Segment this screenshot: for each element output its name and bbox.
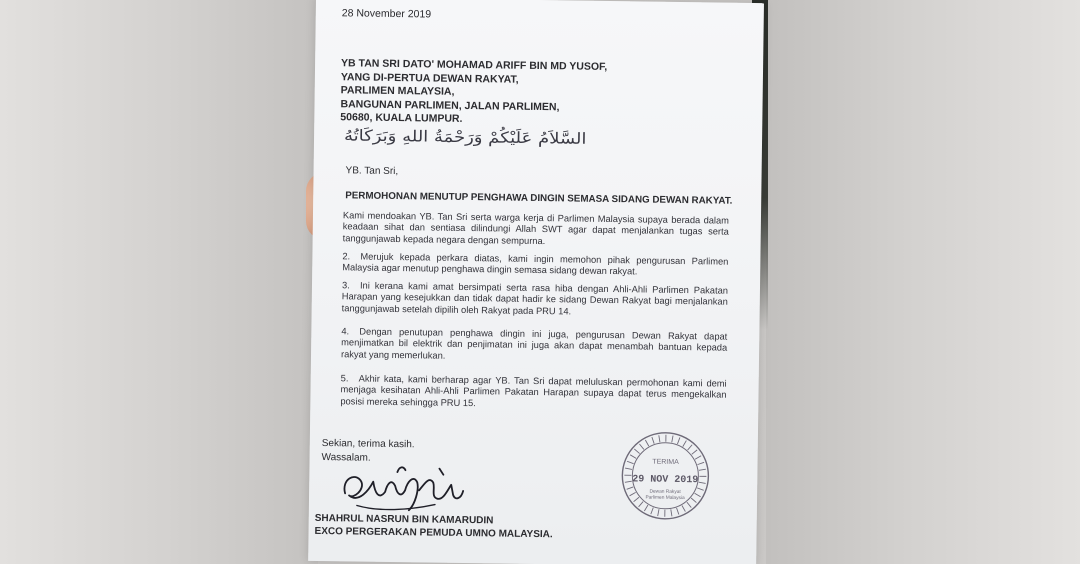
stamp-tick (682, 505, 686, 511)
stamp-tick (672, 436, 673, 443)
recipient-address (340, 57, 607, 128)
stamp-tick (639, 501, 644, 506)
paragraph-4 (341, 326, 727, 366)
stamp-tick (658, 509, 659, 516)
paragraph-number: 5. (340, 373, 349, 384)
stamp-tick (630, 455, 636, 459)
background-right (766, 0, 1080, 564)
paragraph-5 (340, 373, 726, 413)
stamp-tick (677, 437, 679, 444)
stamp-tick (630, 492, 636, 496)
paragraph-text: Akhir kata, kami berharap agar YB. Tan Sri dapat meluluskan permohonan kami demi menjaga kesihatan Ahli-Ahli Parlimen Pakatan Harapan supaya dapat terus mengekalkan posisi mereka sehingga PRU 15. (340, 373, 727, 408)
paragraph-2 (342, 251, 728, 279)
stamp-tick (627, 461, 634, 463)
signer-block (314, 513, 552, 541)
paragraph-number: 4. (341, 326, 350, 337)
stamp-tick (651, 508, 653, 515)
stamp-tick (634, 449, 639, 454)
background-left (0, 0, 318, 564)
stamp-tick (627, 487, 634, 489)
stamp-date: 29 NOV 2019 (632, 474, 699, 487)
recipient-line: YANG DI-PERTUA DEWAN RAKYAT, (340, 70, 519, 86)
arabic-salutation: السَّلاَمُ عَلَيْكُمْ وَرَحْمَةُ اللهِ وَبَرَكَاتُهُ (343, 126, 587, 149)
stamp-tick (639, 444, 644, 449)
stamp-tick (634, 497, 639, 502)
signer-title: EXCO PERGERAKAN PEMUDA UMNO MALAYSIA. (314, 525, 553, 540)
stamp-tick (645, 440, 649, 446)
stamp-tick (687, 502, 692, 507)
paragraph-number: 3. (341, 280, 350, 291)
stamp-org-line1: Dewan Rakyat (649, 489, 681, 496)
recipient-line: 50680, KUALA LUMPUR. (340, 111, 463, 125)
received-stamp (619, 429, 712, 522)
stamp-tick (659, 435, 660, 442)
recipient-line: PARLIMEN MALAYSIA, (340, 84, 455, 98)
greeting: YB. Tan Sri, (345, 165, 399, 178)
stamp-tick (625, 481, 632, 482)
paragraph-text: Dengan penutupan penghawa dingin ini juga, pengurusan Dewan Rakyat dapat menjimatkan bil elektrik dan penjimatan ini juga akan dapat menambah bantuan kepada rakyat yang memerlukan. (340, 326, 728, 361)
stamp-tick (644, 505, 648, 511)
stamp-tick (688, 445, 693, 450)
paragraph-3 (342, 280, 728, 320)
stamp-tick (676, 508, 678, 515)
paragraph-number: 2. (342, 251, 351, 262)
stamp-tick (652, 437, 654, 444)
closing-line: Wassalam. (321, 451, 371, 464)
stamp-tick (671, 509, 672, 516)
stamp-tick (625, 468, 632, 469)
paragraph-text: Merujuk kepada perkara diatas, kami ingin memohon pihak pengurusan Parlimen Malaysia agar menutup penghawa dingin semasa sidang dewan rakyat. (342, 251, 729, 277)
signer-name: SHAHRUL NASRUN BIN KAMARUDIN (314, 512, 494, 527)
stamp-tick (699, 482, 706, 483)
letter-paper (308, 0, 764, 564)
stamp-tick (699, 469, 706, 470)
paragraph-1 (343, 210, 729, 250)
stamp-tick (683, 441, 687, 447)
stamp-tick (695, 456, 701, 460)
paragraph-text: Kami mendoakan YB. Tan Sri serta warga kerja di Parlimen Malaysia supaya berada dalam keadaan sihat dan sentiasa dilindungi Allah SWT agar dapat menjalankan tugas serta tanggunjawab kepada negara dengan sempurna. (342, 210, 730, 246)
stamp-tick (697, 462, 704, 464)
stamp-org-line2: Parlimen Malaysia (645, 495, 685, 502)
letter-date: 28 November 2019 (341, 7, 432, 21)
stamp-tick (697, 488, 704, 490)
stamp-tick (691, 498, 696, 503)
stamp-tick (692, 450, 697, 455)
stamp-label: TERIMA (652, 458, 679, 466)
stamp-tick (695, 493, 701, 497)
closing-line: Sekian, terima kasih. (321, 437, 415, 451)
letter-subject: PERMOHONAN MENUTUP PENGHAWA DINGIN SEMASA SIDANG DEWAN RAKYAT. (345, 190, 733, 207)
recipient-line: YB TAN SRI DATO' MOHAMAD ARIFF BIN MD YUSOF, (341, 57, 608, 73)
recipient-line: BANGUNAN PARLIMEN, JALAN PARLIMEN, (340, 97, 560, 113)
paragraph-text: Ini kerana kami amat bersimpati serta rasa hiba dengan Ahli-Ahli Parlimen Pakatan Harapan yang kesejukkan dan tidak dapat hadir ke sidang Dewan Rakyat bagi menjalankan tanggunjawab setelah dipilih oleh Rakyat pada PRU 14. (341, 280, 729, 317)
